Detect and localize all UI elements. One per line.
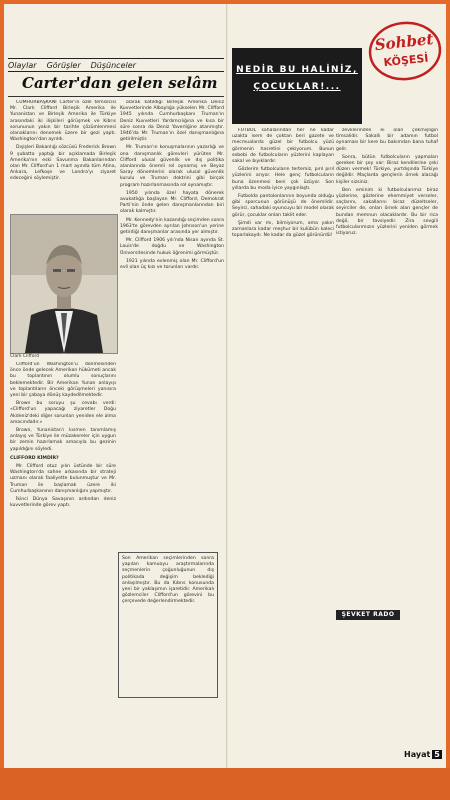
paragraph: Mr. Clifford 1906 yılı'nda Nisan ayında St. Louis'de doğdu ve Washington Üniversitesinde hukuk öğrenimi görmüştür. xyxy=(120,238,224,256)
photo-caption: Clark Clifford xyxy=(10,354,40,359)
column-2 xyxy=(120,100,224,548)
portrait-illustration xyxy=(11,215,117,353)
divider xyxy=(8,96,224,97)
author-byline: ŞEVKET RADO xyxy=(336,610,400,620)
column-title xyxy=(232,62,362,96)
sohbet-line-2: KÖŞESİ xyxy=(383,51,429,70)
paragraph: 1921 yılında evlenmiş olan Mr. Clifford'un evli olan üç kızı ve torunları vardır. xyxy=(120,258,224,271)
paragraph: Şimdi var mı, bilmiyorum, ama yakın zamanlara kadar meşhur bir kulübün kaleci toparlakaydı. Ne kadar da güzel görünürdü! xyxy=(232,220,334,239)
paragraph: CUMHURBAŞKANI Carter'in özel temsilcisi Mr. Clark Clifford Birleşik Amerika ile Yunanistan ve Birleşik Amerika ile Türkiye arasındaki iki ilişkileri görüşmek ve Kıbrıs sorununun yakın bir tarihte çözümlenmesi olanaklarını denemek üzere bir gezi yaptı. Washington'dan ayrıldı. xyxy=(10,100,116,143)
section-header xyxy=(8,58,224,72)
paragraph: Clifford'un Washington'u dönmesinden önce önde gelecek Amerikan hükümeti ancak bu toplantının olumlu sonuçlarını beklemektedir. Bir Amerikan Yunan anlayışı ve toplantıların önceki görüşmeleri yanısıra yeni bir çabaya dönüş kaydedilmektedir. xyxy=(10,362,116,399)
paragraph: 1950 yılında özel hayata dönerek avukatlığa başlayan Mr. Clifford, Demokrat Parti'nin önde gelen danışmanlarından biri olarak kalmıştır. xyxy=(120,190,224,215)
column-4 xyxy=(336,128,438,604)
paragraph: Futbolda pantolonlarının boyunda olduğu gibi sporcunun görünüşü de önemlidir. Seyirci, sahadaki oyuncuyu bir model olarak görür, çocuklar onları taklit eder. xyxy=(232,194,334,218)
paragraph: Brown bu soruyu şu cevabı verdi: «Clifford'un yapacağı ziyaretler Doğu Akdeniz'deki diğer sorunları yeniden ele alma amacındadır.» xyxy=(10,401,116,425)
paragraph: Gözlerim futbolcuların tertemiz, pırıl pırıl yüzlerini arıyor. Hele genç futbolcuların buna özenmesi beni çok üzüyor. Son yıllarda bu moda iyice yaygınlaştı. xyxy=(232,167,334,191)
header-gorusler: Görüşler xyxy=(46,60,81,70)
title-line-2: ÇOCUKLAR!... xyxy=(253,82,341,92)
page-shadow xyxy=(0,768,450,800)
page-number: 5 xyxy=(434,750,440,759)
box-text: Son Amerikan seçimlerinden sonra yapılan kamuoyu araştırmalarında seçmenlerin çoğunluğunun dış politikada değişim beklediği anlaşılmıştır. Bu da Kıbrıs konusunda yeni bir yaklaşımın işaretidir. Amerikalı gözlemciler Clifford'un görevini bu çerçevede değerlendirmektedir. xyxy=(122,556,214,605)
title-line-1: NEDİR BU HALİNİZ, xyxy=(236,65,358,75)
paragraph: olarak katıldığı Birleşik Amerika Deniz Kuvvetlerinde Albaylığa yükselen Mr. Clifford 1945 yılında Cumhurbaşkanı Truman'ın Deniz Kuvvetleri Yardımcılığına ve kısa bir süre sonra da Deniz Yaverliğine atanmıştır. 1946'da Mr. Truman'ın özel danışmanlığına getirilmiştir. xyxy=(120,100,224,143)
sidebar-box xyxy=(118,552,218,698)
subheading: CLIFFORD KİMDİR? xyxy=(10,455,59,461)
header-olaylar: Olaylar xyxy=(8,60,37,70)
paragraph: Mr. Kennedy'nin kazandığı seçimden sonra 1963'te görevden ayrılan Johnson'un yerine getirdiği danışmanlar arasında yer almıştır. xyxy=(120,217,224,236)
paragraph: Mr. Clifford otuz yılın üstünde bir süre Washington'da sahne arkasında bir strateji uzmanı olarak faaliyette bulunmuştur ve Mr. Truman ile başlamak üzere iki Cumhurbaşkanının danışmanlığını yapmıştır. xyxy=(10,464,116,494)
paragraph: zevklerinden ei olan çekmişliğin timsalidir. Sakallı bir adamın futbol oynaması bir kere bu bakımdan bana tuhaf gelir. xyxy=(336,128,438,152)
column-3 xyxy=(232,128,334,698)
page-crease xyxy=(226,4,228,768)
page-footer xyxy=(404,750,442,759)
article-title: Carter'dan gelen selâm xyxy=(22,74,218,92)
paragraph: İkinci Dünya Savaşının ardından deniz kuvvetlerinde görev yaptı. xyxy=(10,497,116,509)
column-1-top xyxy=(10,100,116,212)
paragraph: Mr. Truman'ın konuşmalarının yazarlığı ve ona danışmanlık görevleri yürüten Mr. Clifford ulusal güvenlik ve dış politika alanlarında önemli rol oynamış ve Beyaz Saray dönemlerini olarak ulusal güvenlik kurulu ve Truman doktrini gibi birçok program hazırlanmasında rol oynamıştır. xyxy=(120,145,224,188)
paragraph: Brown, Yunanistan'ı kısmen tanımlamış anlayış ve Türkiye ile müzakereler için uygun bir zemin hazırlamak amacıyla bu gezinin yapıldığını söyledi. xyxy=(10,428,116,452)
sohbet-line-1: Sohbet xyxy=(373,30,435,55)
magazine-name: Hayat xyxy=(404,750,431,759)
paragraph: Sonra, bütün futbolcuların yapmaları gereken bir şey var: Biraz kendilerine çeki düzen vermek! Türkiye, yurtdışında Türkiye değildir. Maçlarda gençlerin örnek alacağı kişiler sizsiniz. xyxy=(336,154,438,185)
column-1-bottom xyxy=(10,362,116,700)
paragraph: Ben eminim ki futbolcularımız biraz yüzlerine, gözlerine ehemmiyet verseler, saçlarını, sakallarını biraz düzeltseler, seyirciler de, onları örnek alan gençler de bundan memnun olacaklardır. Bu bir rica değil, bir tavsiyedir. Zira sevgili futbolcularımızın yüzlerini yeniden görmek istiyoruz. xyxy=(336,187,438,237)
portrait-photo xyxy=(10,214,118,354)
paragraph: Dışişleri Bakanlığı sözcüsü Frederick Brown 9 şubatta yaptığı bir açıklamada Birleşik Amerika'nın eski Savunma Bakanlarından olan Mr. Clifford'un 1 mart ayında tüm Atina, Ankara, Lefkoşe ve Londra'yı ziyaret edeceğini söylemiştir. xyxy=(10,145,116,182)
sohbet-kosesi-logo xyxy=(365,16,445,85)
paragraph: FUTBOL sahalarından her ne kadar uzakta isem de çoktan beri gazete ve mecmualarda güzel bir futbolcu yüzü görmenin hasretini çekiyorum. Bunun sebebi de futbolcuların yüzlerini kaplayan sakal ve bıyıklardır. xyxy=(232,128,334,165)
header-dusunceler: Düşünceler xyxy=(90,60,136,70)
